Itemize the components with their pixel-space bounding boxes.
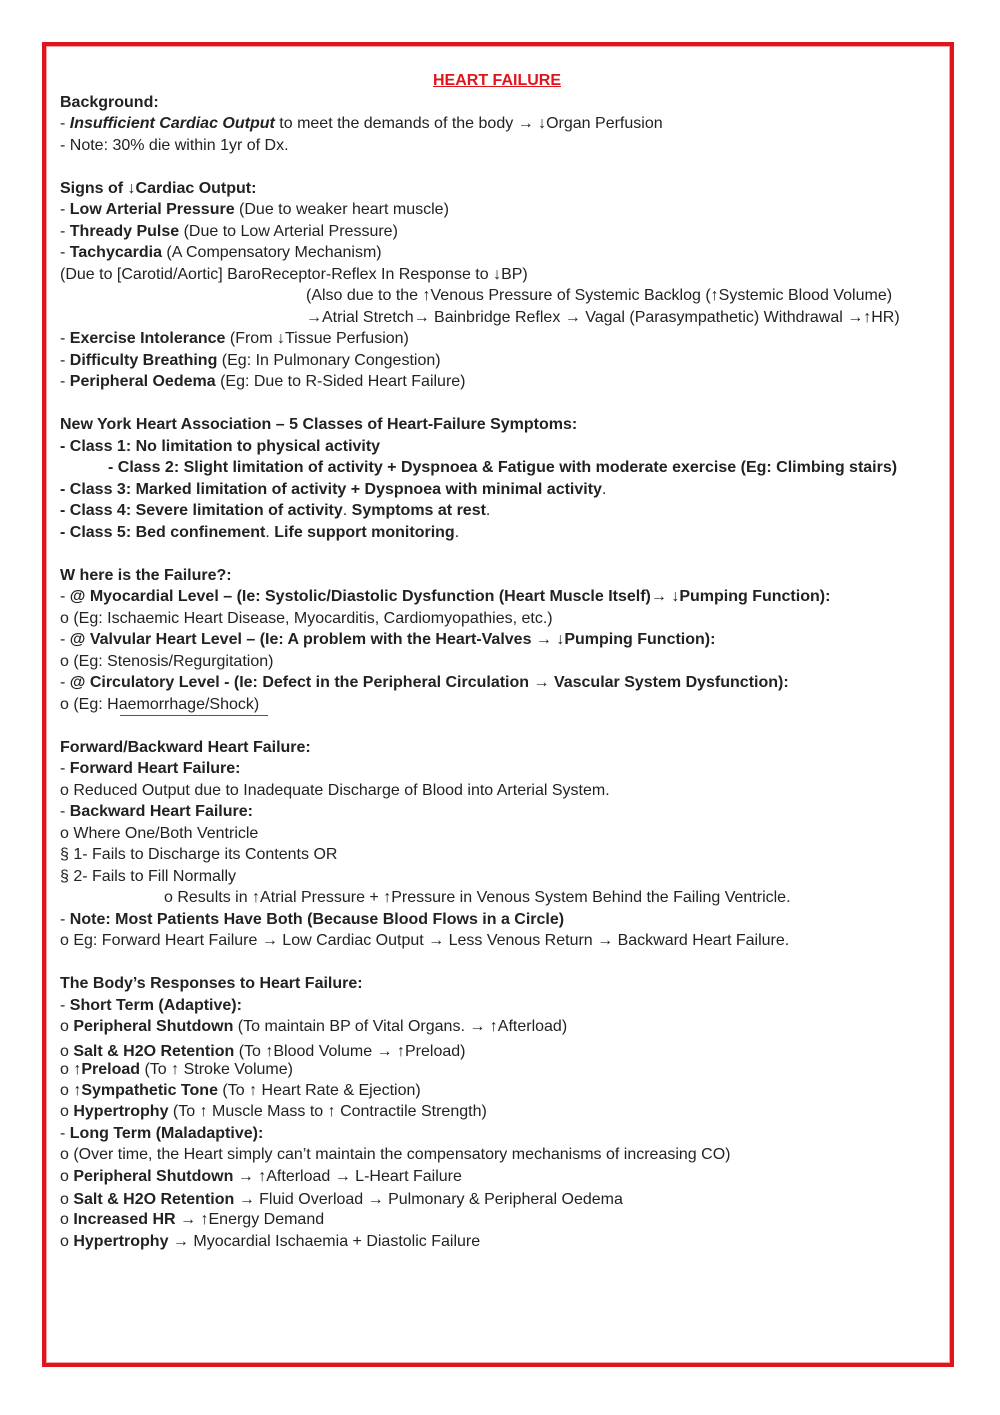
backward-hf-desc: o Where One/Both Ventricle — [60, 824, 259, 842]
period: . — [601, 480, 607, 498]
nyha-class-4-text-2: Symptoms at rest — [351, 502, 486, 519]
background-line-1 — [60, 113, 940, 135]
document-body — [60, 70, 940, 1253]
sign-detail: (From ↓Tissue Perfusion) — [225, 330, 409, 347]
backward-hf-point-1: § 1- Fails to Discharge its Contents OR — [60, 846, 338, 863]
sign-item — [60, 328, 940, 350]
response-term: Hypertrophy — [73, 1233, 169, 1250]
response-item — [60, 1231, 940, 1253]
nyha-class-4 — [60, 500, 940, 522]
dash: - — [60, 910, 70, 928]
sign-term: Tachycardia — [69, 244, 162, 261]
bullet: o — [60, 1233, 74, 1250]
response-term: ↑Sympathetic Tone — [73, 1081, 218, 1099]
valvular-example: o (Eg: Stenosis/Regurgitation) — [60, 652, 274, 670]
circulatory-level — [60, 672, 940, 694]
valvular-level — [60, 629, 940, 651]
nyha-heading: New York Heart Association – 5 Classes of Heart-Failure Symptoms: — [60, 416, 578, 433]
period: . — [454, 523, 460, 541]
response-item — [60, 1059, 940, 1081]
bullet: o — [60, 1081, 74, 1099]
bullet: o — [60, 1210, 74, 1228]
bullet: o — [60, 1103, 74, 1120]
period: . — [485, 502, 491, 519]
dash: - — [60, 674, 70, 691]
insufficient-co-term: Insufficient Cardiac Output — [69, 115, 275, 132]
response-detail: (To ↑ Stroke Volume) — [140, 1061, 293, 1078]
dash: - — [60, 373, 70, 390]
fb-note-text: Note: Most Patients Have Both (Because Blood Flows in a Circle) — [69, 910, 565, 928]
backward-hf-results: o Results in ↑Atrial Pressure + ↑Pressure in Venous System Behind the Failing Ventricle. — [164, 889, 791, 906]
response-term: Salt & H2O Retention — [73, 1191, 235, 1208]
response-detail: → ↑Afterload → L-Heart Failure — [233, 1167, 462, 1185]
short-term — [60, 995, 940, 1017]
response-detail: (To maintain BP of Vital Organs. → ↑Afterload) — [233, 1018, 568, 1035]
bullet: o — [60, 1191, 74, 1208]
sign-item — [60, 221, 940, 243]
response-term: Peripheral Shutdown — [73, 1167, 234, 1185]
sign-term: Exercise Intolerance — [69, 330, 226, 347]
background-line-2: - Note: 30% die within 1yr of Dx. — [60, 136, 289, 154]
period: . — [342, 502, 352, 519]
response-item — [60, 1166, 940, 1188]
response-detail: (To ↑ Heart Rate & Ejection) — [217, 1081, 421, 1099]
response-term: Hypertrophy — [73, 1103, 169, 1120]
fb-example: o Eg: Forward Heart Failure → Low Cardiac Output → Less Venous Return → Backward Heart Failure. — [60, 932, 790, 949]
nyha-class-5-text-2: Life support monitoring — [274, 523, 455, 541]
response-item — [60, 1209, 940, 1231]
dash: - — [60, 222, 70, 240]
long-term-intro: o (Over time, the Heart simply can’t maintain the compensatory mechanisms of increasing CO) — [60, 1146, 731, 1163]
forward-hf-label: Forward Heart Failure: — [69, 760, 241, 777]
background-line-1-rest: to meet the demands of the body → ↓Organ Perfusion — [274, 115, 663, 132]
bullet: o — [60, 1061, 74, 1078]
response-detail: → Myocardial Ischaemia + Diastolic Failure — [168, 1233, 481, 1250]
backward-hf-point-2: § 2- Fails to Fill Normally — [60, 867, 237, 885]
sign-item — [60, 350, 940, 372]
dash: - — [60, 996, 70, 1014]
background-heading: Background: — [60, 93, 159, 111]
response-detail: (To ↑Blood Volume → ↑Preload) — [234, 1042, 466, 1060]
sign-detail: (Eg: Due to R-Sided Heart Failure) — [215, 373, 466, 390]
response-term: Salt & H2O Retention — [73, 1042, 235, 1060]
bullet: o — [60, 1042, 74, 1060]
where-heading: W here is the Failure?: — [60, 566, 232, 584]
myocardial-level — [60, 586, 940, 608]
sign-item — [60, 199, 940, 221]
dash: - — [60, 244, 70, 261]
page-title: HEART FAILURE — [433, 72, 561, 89]
response-item — [60, 1189, 940, 1211]
long-term — [60, 1123, 940, 1145]
period: . — [265, 523, 275, 541]
dash: - — [60, 1124, 70, 1142]
nyha-class-4-text: - Class 4: Severe limitation of activity — [60, 502, 343, 519]
divider — [60, 715, 940, 737]
response-term: Increased HR — [73, 1210, 176, 1228]
signs-heading: Signs of ↓Cardiac Output: — [60, 179, 257, 197]
backward-hf-label: Backward Heart Failure: — [69, 803, 253, 820]
dash: - — [60, 351, 70, 369]
response-detail: (To ↑ Muscle Mass to ↑ Contractile Strength) — [168, 1103, 487, 1120]
dash: - — [60, 760, 70, 777]
short-term-label: Short Term (Adaptive): — [69, 996, 242, 1014]
venous-pressure-note: (Also due to the ↑Venous Pressure of Systemic Backlog (↑Systemic Blood Volume) — [306, 287, 893, 304]
sign-term: Low Arterial Pressure — [69, 201, 235, 218]
long-term-label: Long Term (Maladaptive): — [69, 1124, 264, 1142]
sign-detail: (Due to weaker heart muscle) — [234, 201, 449, 218]
backward-hf — [60, 801, 940, 823]
dash: - — [60, 803, 70, 820]
dash: - — [60, 330, 70, 347]
sign-term: Thready Pulse — [69, 222, 180, 240]
fb-note — [60, 909, 940, 931]
sign-term: Peripheral Oedema — [69, 373, 216, 390]
myocardial-level-text: @ Myocardial Level – (Ie: Systolic/Diastolic Dysfunction (Heart Muscle Itself)→ ↓Pumping Function): — [69, 588, 831, 605]
nyha-class-1: - Class 1: No limitation to physical activity — [60, 437, 381, 455]
response-term: ↑Preload — [73, 1061, 141, 1078]
forward-hf — [60, 758, 940, 780]
responses-heading: The Body’s Responses to Heart Failure: — [60, 975, 363, 992]
sign-detail: (A Compensatory Mechanism) — [161, 244, 382, 261]
nyha-class-5 — [60, 522, 940, 544]
nyha-class-5-text: - Class 5: Bed confinement — [60, 523, 266, 541]
response-detail: → ↑Energy Demand — [175, 1210, 325, 1228]
circulatory-level-text: @ Circulatory Level - (Ie: Defect in the Peripheral Circulation → Vascular System Dysfunction): — [69, 674, 789, 691]
myocardial-example: o (Eg: Ischaemic Heart Disease, Myocarditis, Cardiomyopathies, etc.) — [60, 609, 553, 627]
forward-hf-desc: o Reduced Output due to Inadequate Discharge of Blood into Arterial System. — [60, 781, 610, 799]
dash: - — [60, 115, 70, 132]
response-item — [60, 1101, 940, 1123]
sign-term: Difficulty Breathing — [69, 351, 218, 369]
sign-detail: (Due to Low Arterial Pressure) — [179, 222, 398, 240]
nyha-class-3 — [60, 479, 940, 501]
baroreceptor-note: (Due to [Carotid/Aortic] BaroReceptor-Reflex In Response to ↓BP) — [60, 265, 528, 283]
dash: - — [60, 201, 70, 218]
nyha-class-3-text: - Class 3: Marked limitation of activity + Dyspnoea with minimal activity — [60, 480, 602, 498]
dash: - — [60, 631, 70, 648]
response-detail: → Fluid Overload → Pulmonary & Peripheral Oedema — [234, 1191, 623, 1208]
circulatory-example: o (Eg: Haemorrhage/Shock) — [60, 695, 260, 713]
nyha-class-2: - Class 2: Slight limitation of activity + Dyspnoea & Fatigue with moderate exercise (Eg: Climbing stairs) — [108, 459, 898, 476]
sign-detail: (Eg: In Pulmonary Congestion) — [217, 351, 441, 369]
dash: - — [60, 588, 70, 605]
valvular-level-text: @ Valvular Heart Level – (Ie: A problem with the Heart-Valves → ↓Pumping Function): — [69, 631, 716, 648]
fb-heading: Forward/Backward Heart Failure: — [60, 738, 311, 756]
bullet: o — [60, 1167, 74, 1185]
sign-item — [60, 242, 940, 264]
response-term: Peripheral Shutdown — [73, 1018, 234, 1035]
atrial-stretch-note: →Atrial Stretch→ Bainbridge Reflex → Vagal (Parasympathetic) Withdrawal →↑HR) — [306, 308, 900, 326]
sign-item — [60, 371, 940, 393]
response-item — [60, 1080, 940, 1102]
bullet: o — [60, 1018, 74, 1035]
response-item — [60, 1016, 940, 1038]
